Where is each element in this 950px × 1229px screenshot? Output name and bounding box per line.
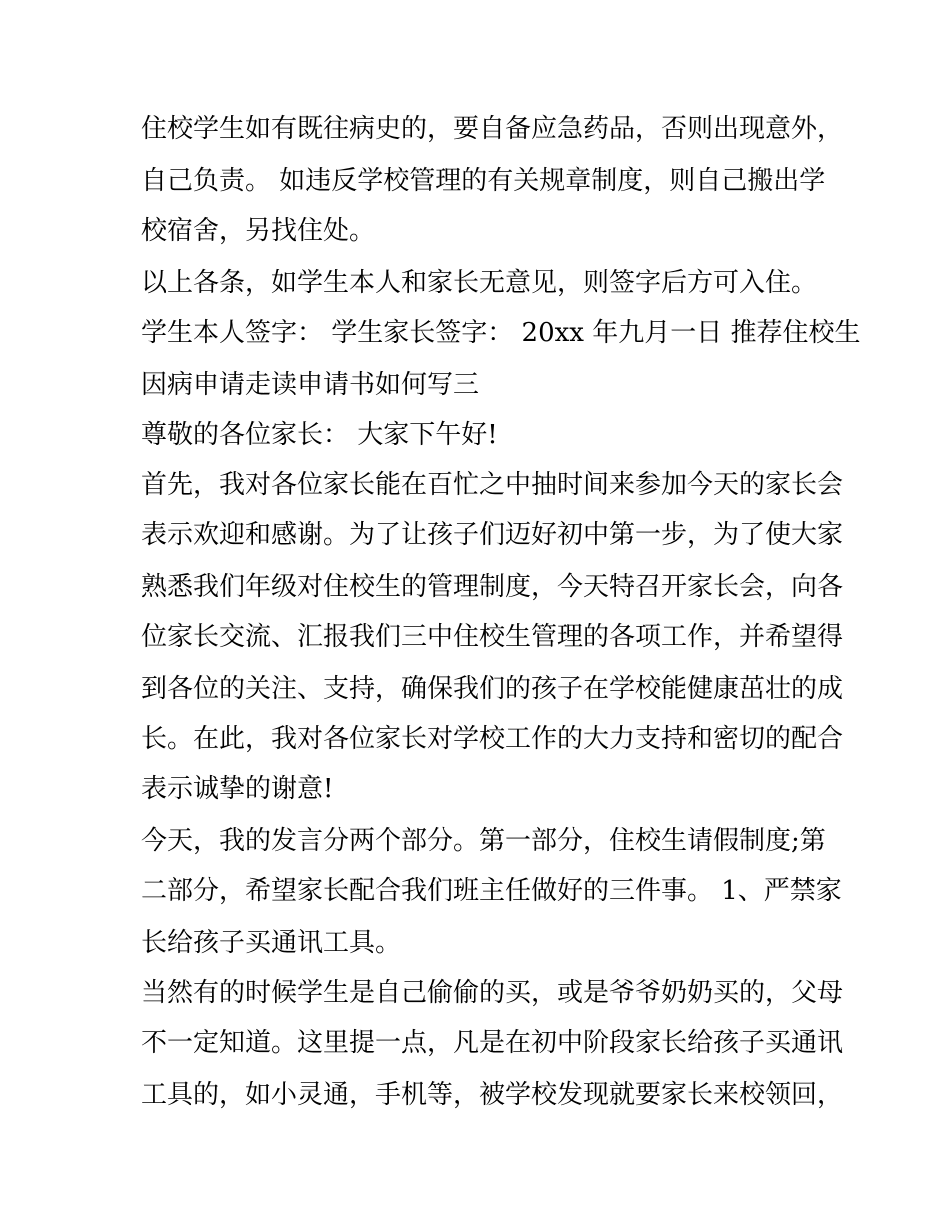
text-line: 表示诚挚的谢意! — [141, 774, 334, 804]
text-line: 不一定知道。这里提一点，凡是在初中阶段家长给孩子买通讯 — [141, 1028, 844, 1058]
text-line: 长给孩子买通讯工具。 — [141, 928, 402, 958]
text-line: 学生本人签字： 学生家长签字： 20xx 年九月一日 推荐住校生 — [141, 318, 861, 348]
text-line: 到各位的关注、支持，确保我们的孩子在学校能健康茁壮的成 — [141, 674, 844, 704]
text-line: 尊敬的各位家长： 大家下午好! — [141, 420, 498, 450]
text-line: 熟悉我们年级对住校生的管理制度，今天特召开家长会，向各 — [141, 572, 844, 602]
text-line: 长。在此，我对各位家长对学校工作的大力支持和密切的配合 — [141, 724, 844, 754]
text-line: 今天，我的发言分两个部分。第一部分，住校生请假制度;第 — [141, 826, 826, 856]
text-line: 因病申请走读申请书如何写三 — [141, 370, 480, 400]
text-line: 工具的，如小灵通，手机等，被学校发现就要家长来校领回， — [141, 1080, 844, 1110]
text-line: 首先，我对各位家长能在百忙之中抽时间来参加今天的家长会 — [141, 470, 844, 500]
text-line: 以上各条，如学生本人和家长无意见，则签字后方可入住。 — [141, 268, 818, 298]
text-line: 当然有的时候学生是自己偷偷的买，或是爷爷奶奶买的，父母 — [141, 978, 844, 1008]
text-line: 二部分，希望家长配合我们班主任做好的三件事。 1、严禁家 — [141, 876, 842, 906]
text-line: 自己负责。 如违反学校管理的有关规章制度，则自己搬出学 — [141, 166, 826, 196]
text-line: 位家长交流、汇报我们三中住校生管理的各项工作，并希望得 — [141, 622, 844, 652]
text-line: 表示欢迎和感谢。为了让孩子们迈好初中第一步，为了使大家 — [141, 520, 844, 550]
text-line: 住校学生如有既往病史的，要自备应急药品，否则出现意外， — [141, 114, 844, 144]
text-line: 校宿舍，另找住处。 — [141, 216, 376, 246]
